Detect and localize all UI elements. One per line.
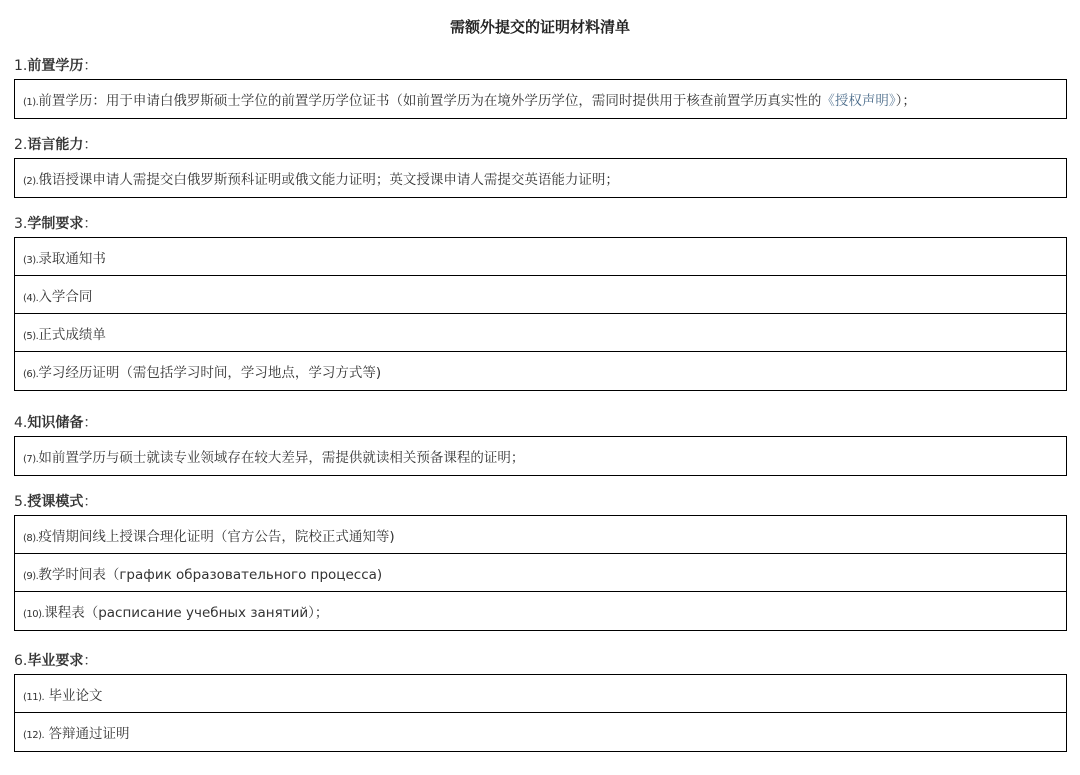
section-academic-system: [14, 214, 1067, 391]
item-marker: (10).: [23, 609, 45, 620]
item-text: 入学合同: [38, 289, 93, 305]
section-knowledge-reserve: [14, 413, 1067, 476]
item-text-after: ）；: [895, 93, 916, 109]
section-number: 6.: [14, 653, 28, 669]
section-name: 学制要求: [27, 216, 84, 232]
page-title: 需额外提交的证明材料清单: [449, 18, 630, 36]
item-text: 课程表（расписание учебных занятий）；: [44, 605, 329, 621]
list-item: [15, 314, 1066, 352]
item-marker: (3).: [23, 255, 39, 266]
item-table: [14, 79, 1067, 119]
section-heading: [14, 214, 1067, 234]
item-marker: (12).: [23, 730, 45, 741]
item-marker: (9).: [23, 571, 39, 582]
item-marker: (6).: [23, 369, 39, 380]
section-heading: [14, 56, 1067, 76]
list-item: [15, 238, 1066, 276]
section-colon: ：: [83, 216, 98, 232]
item-marker: (5).: [23, 331, 39, 342]
item-marker: (4).: [23, 293, 39, 304]
section-name: 语言能力: [27, 137, 84, 153]
section-number: 4.: [14, 415, 28, 431]
item-text: 答辩通过证明: [44, 726, 130, 742]
item-table: [14, 436, 1067, 476]
list-item: [15, 159, 1066, 197]
list-item: [15, 437, 1066, 475]
item-text: 毕业论文: [44, 688, 103, 704]
section-colon: ：: [83, 137, 98, 153]
section-number: 2.: [14, 137, 28, 153]
section-name: 前置学历: [27, 58, 84, 74]
item-table: [14, 237, 1067, 391]
section-heading: [14, 413, 1067, 433]
item-marker: (2).: [23, 176, 39, 187]
section-heading: [14, 135, 1067, 155]
section-number: 5.: [14, 494, 28, 510]
item-table: [14, 674, 1067, 752]
section-graduation-requirements: [14, 651, 1067, 752]
list-item: [15, 80, 1066, 118]
list-item: [15, 276, 1066, 314]
section-heading: [14, 492, 1067, 512]
list-item: [15, 516, 1066, 554]
item-text: 录取通知书: [38, 251, 106, 267]
list-item: [15, 592, 1066, 630]
section-prior-education: [14, 56, 1067, 119]
section-colon: ：: [83, 58, 98, 74]
section-name: 知识储备: [27, 415, 84, 431]
item-text: 如前置学历与硕士就读专业领域存在较大差异，需提供就读相关预备课程的证明；: [38, 450, 525, 466]
section-teaching-mode: [14, 492, 1067, 631]
item-text: 正式成绩单: [38, 327, 106, 343]
item-table: [14, 515, 1067, 631]
list-item: [15, 675, 1066, 713]
list-item: [15, 554, 1066, 592]
item-text: 前置学历：用于申请白俄罗斯硕士学位的前置学历学位证书（如前置学历为在境外学历学位，需同时提供用于核查前置学历真实性的: [38, 93, 822, 109]
section-colon: ：: [83, 494, 98, 510]
section-name: 授课模式: [27, 494, 84, 510]
item-text: 俄语授课申请人需提交白俄罗斯预科证明或俄文能力证明；英文授课申请人需提交英语能力证明；: [38, 172, 619, 188]
section-number: 1.: [14, 58, 28, 74]
list-item: [15, 713, 1066, 751]
item-text: 教学时间表（график образовательного процесса): [38, 567, 383, 583]
item-marker: (8).: [23, 533, 39, 544]
item-marker: (1).: [23, 97, 39, 108]
section-language-ability: [14, 135, 1067, 198]
section-colon: ：: [83, 653, 98, 669]
section-name: 毕业要求: [27, 653, 84, 669]
section-colon: ：: [83, 415, 98, 431]
item-table: [14, 158, 1067, 198]
item-marker: (7).: [23, 454, 39, 465]
item-text: 学习经历证明（需包括学习时间，学习地点，学习方式等): [38, 365, 382, 381]
item-marker: (11).: [23, 692, 45, 703]
authorization-statement-link[interactable]: 《授权声明》: [821, 93, 896, 109]
section-number: 3.: [14, 216, 28, 232]
item-text: 疫情期间线上授课合理化证明（官方公告，院校正式通知等): [38, 529, 395, 545]
section-heading: [14, 651, 1067, 671]
list-item: [15, 352, 1066, 390]
